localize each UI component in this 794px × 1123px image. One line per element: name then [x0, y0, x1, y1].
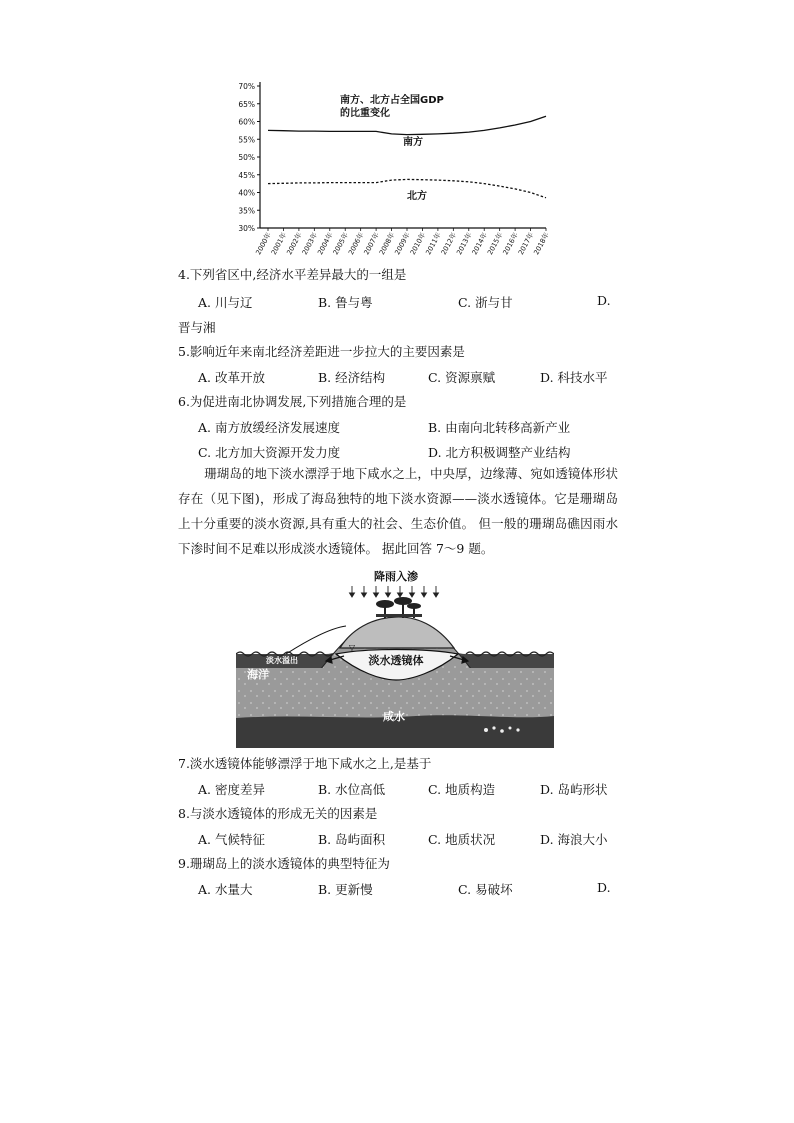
- y-tick-label: 30%: [238, 224, 255, 233]
- question-5-option-c[interactable]: C. 资源禀赋: [428, 370, 496, 385]
- seep-label: 淡水溢出: [266, 656, 298, 665]
- question-6-option-a[interactable]: A. 南方放缓经济发展速度: [198, 420, 340, 435]
- question-9-option-d[interactable]: D.: [597, 880, 611, 895]
- question-4-option-d-text: 晋与湘: [178, 320, 216, 335]
- x-tick-label: 2015年: [486, 231, 505, 257]
- question-7-option-c[interactable]: C. 地质构造: [428, 782, 496, 797]
- y-tick-label: 60%: [238, 117, 255, 127]
- x-tick-label: 2012年: [439, 231, 459, 257]
- x-tick-label: 2008年: [377, 231, 397, 257]
- y-tick-label: 65%: [238, 99, 255, 109]
- question-7-option-d[interactable]: D. 岛屿形状: [540, 782, 608, 797]
- y-tick-label: 35%: [238, 206, 255, 216]
- question-5-stem: 5.影响近年来南北经济差距进一步拉大的主要因素是: [178, 344, 465, 359]
- question-9-stem: 9.珊瑚岛上的淡水透镜体的典型特征为: [178, 856, 390, 871]
- question-9-option-b[interactable]: B. 更新慢: [318, 882, 373, 897]
- x-tick-label: 2011年: [424, 231, 443, 257]
- x-tick-label: 2002年: [285, 231, 304, 257]
- series-line-南方: [268, 116, 546, 134]
- question-7-stem: 7.淡水透镜体能够漂浮于地下咸水之上,是基于: [178, 756, 432, 771]
- question-4-option-b[interactable]: B. 鲁与粤: [318, 295, 373, 310]
- y-tick-label: 45%: [238, 170, 255, 180]
- chart-title-line: 南方、北方占全国GDP: [340, 95, 444, 106]
- question-9-option-c[interactable]: C. 易破坏: [458, 882, 513, 897]
- x-tick-label: 2006年: [347, 231, 366, 257]
- y-tick-label: 55%: [238, 135, 255, 145]
- question-4-option-c[interactable]: C. 浙与甘: [458, 295, 513, 310]
- chart-title-line: 的比重变化: [340, 108, 390, 119]
- question-6-stem: 6.为促进南北协调发展,下列措施合理的是: [178, 394, 407, 409]
- salt-water-label: 咸水: [383, 710, 405, 723]
- gdp-share-chart: [230, 78, 560, 268]
- y-tick-label: 70%: [238, 82, 255, 91]
- question-4-option-d[interactable]: D.: [597, 293, 611, 308]
- x-tick-label: 2009年: [393, 231, 412, 257]
- rain-label: 降雨入渗: [374, 570, 418, 583]
- question-6-option-b[interactable]: B. 由南向北转移高新产业: [428, 420, 571, 435]
- question-8-option-c[interactable]: C. 地质状况: [428, 832, 496, 847]
- y-tick-label: 40%: [238, 188, 255, 198]
- tree-icon: [376, 597, 422, 618]
- ocean-label: 海洋: [247, 668, 269, 681]
- lens-label: 淡水透镜体: [368, 654, 424, 667]
- question-8-option-d[interactable]: D. 海浪大小: [540, 832, 608, 847]
- question-5-option-b[interactable]: B. 经济结构: [318, 370, 386, 385]
- series-label-south: 南方: [403, 137, 423, 148]
- x-tick-label: 2007年: [362, 231, 381, 257]
- x-tick-label: 2000年: [254, 231, 273, 257]
- x-tick-label: 2001年: [269, 231, 289, 257]
- freshwater-lens-diagram: [236, 568, 554, 748]
- rain-arrows-icon: [350, 586, 439, 597]
- x-tick-label: 2017年: [516, 231, 536, 257]
- x-tick-label: 2005年: [331, 231, 350, 257]
- question-9-option-a[interactable]: A. 水量大: [198, 882, 253, 897]
- question-8-option-b[interactable]: B. 岛屿面积: [318, 832, 386, 847]
- question-5-option-d[interactable]: D. 科技水平: [540, 370, 608, 385]
- question-7-option-b[interactable]: B. 水位高低: [318, 782, 386, 797]
- question-7-option-a[interactable]: A. 密度差异: [198, 782, 265, 797]
- question-4-option-a[interactable]: A. 川与辽: [198, 295, 253, 310]
- question-6-option-c[interactable]: C. 北方加大资源开发力度: [198, 445, 341, 460]
- question-8-option-a[interactable]: A. 气候特征: [198, 832, 265, 847]
- y-tick-label: 50%: [238, 153, 255, 162]
- x-tick-label: 2010年: [408, 231, 428, 257]
- question-4-stem: 4.下列省区中,经济水平差异最大的一组是: [178, 267, 407, 282]
- water-table-icon: ▽: [348, 643, 356, 652]
- x-tick-label: 2018年: [532, 231, 551, 257]
- question-6-option-d[interactable]: D. 北方积极调整产业结构: [428, 445, 571, 460]
- x-tick-label: 2003年: [300, 231, 320, 257]
- question-5-option-a[interactable]: A. 改革开放: [198, 370, 265, 385]
- reading-passage: 珊瑚岛的地下淡水漂浮于地下咸水之上，中央厚，边缘薄、宛如透镜体形状存在（见下图)，形成了海岛独特的地下淡水资源——淡水透镜体。它是珊瑚岛上十分重要的淡水资源,具有重大的社会、生态价值。 但一般的珊瑚岛礁因雨水下渗时间不足难以形成淡水透镜体。 据此回答 7～9 题。: [178, 466, 618, 556]
- question-8-stem: 8.与淡水透镜体的形成无关的因素是: [178, 806, 378, 821]
- x-tick-label: 2004年: [316, 231, 335, 257]
- island-soil: [340, 617, 454, 648]
- series-label-north: 北方: [407, 191, 427, 202]
- x-tick-label: 2016年: [501, 231, 520, 257]
- x-tick-label: 2013年: [455, 231, 474, 257]
- x-tick-label: 2014年: [470, 231, 489, 257]
